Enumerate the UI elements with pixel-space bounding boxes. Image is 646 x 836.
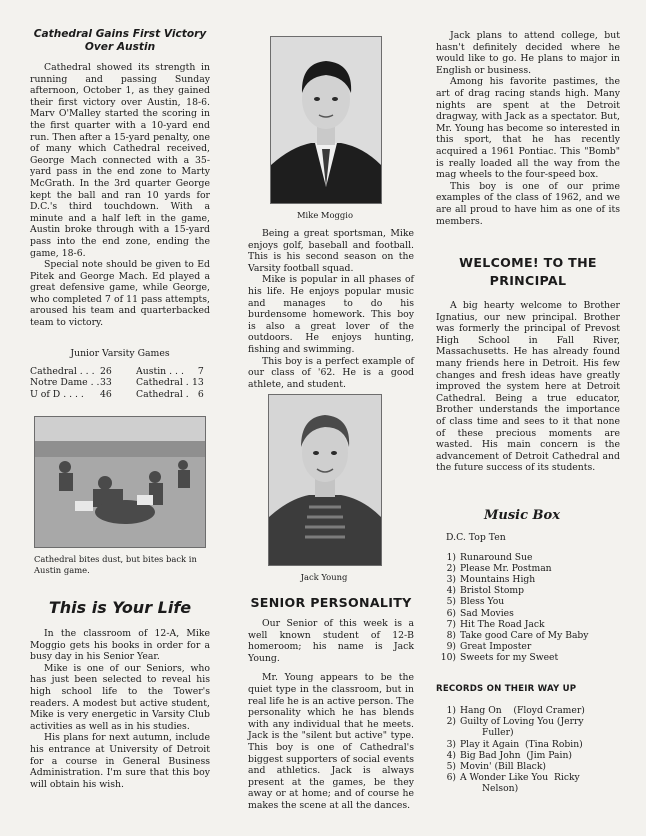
records-on-their-way-up: [436, 684, 620, 795]
mike-moggio-paragraph: This boy is a perfect example of our class of '62. He is a good athlete, and student.: [248, 355, 414, 390]
senior-personality-paragraph: Our Senior of this week is a well known student of 12-B homeroom; his name is Jack Young.: [248, 618, 414, 664]
score-cell: 46: [100, 388, 112, 400]
list-item: 2) Please Mr. Postman: [446, 562, 552, 574]
football-article-title-line1: Cathedral Gains First Victory: [33, 28, 207, 40]
jack-young-paragraph: This boy is one of our prime examples of the class of 1962, and we are all proud to have him as one of its members.: [436, 180, 620, 227]
list-item: 10) Sweets for my Sweet: [440, 652, 559, 664]
jack-young-caption: Jack Young: [300, 572, 348, 582]
mike-moggio-caption: Mike Moggio: [296, 210, 353, 220]
football-photo-caption: Cathedral bites dust, but bites back in Austin game.: [34, 554, 197, 575]
list-item: 3) Play it Again (Tina Robin): [446, 738, 583, 750]
this-is-your-life-paragraph: In the classroom of 12-A, Mike Moggio gets his books in order for a busy day in his Senior Year.: [30, 628, 210, 663]
jv-scores-table: [30, 366, 204, 401]
list-item: 5) Movin' (Bill Black): [446, 761, 546, 773]
list-item: 4) Big Bad John (Jim Pain): [446, 749, 572, 761]
table-row: [30, 377, 204, 389]
mike-moggio-paragraph: Mike is popular in all phases of his life. He enjoys popular music and manages to do his burdensome homework. This boy is also a great lover of the outdoors. He enjoys hunting, fishing and swimming.: [248, 274, 414, 355]
list-item: 3) Mountains High: [446, 574, 536, 585]
welcome-title-line1: WELCOME! TO THE: [459, 255, 597, 270]
jack-young-paragraph: Jack plans to attend college, but hasn't definitely decided where he would like to go. He plans to major in English or business.: [436, 30, 620, 76]
list-item: 9) Great Imposter: [446, 641, 532, 653]
top-ten-list: [436, 552, 620, 664]
jack-young-portrait: [268, 394, 382, 566]
list-item: 6) A Wonder Like You Ricky Nelson): [446, 772, 580, 795]
score-cell: 33: [100, 377, 112, 389]
table-row: [30, 366, 204, 378]
mike-moggio-paragraph: Being a great sportsman, Mike enjoys golf, baseball and football. This is his second season on the Varsity football squad.: [248, 228, 414, 274]
jv-games-title: Junior Varsity Games: [70, 348, 170, 359]
senior-personality-paragraph: Mr. Young appears to be the quiet type in the classroom, but in real life he is an active person. The personality which he has blends with any individual that he meets. Jack is the "silent but active" type. This boy is one of Cathedral's biggest supporters of social events and athletics. Jack is always present at the games, be they away or at home; and of course he makes the scene at all the dances.: [248, 672, 414, 811]
jack-young-article: [436, 30, 620, 227]
list-item: 1) Runaround Sue: [446, 551, 533, 563]
music-box-title: Music Box: [484, 508, 560, 523]
team-cell: Cathedral .: [136, 388, 189, 400]
team-cell: Cathedral .: [136, 377, 189, 389]
score-cell: 26: [100, 365, 112, 377]
jack-young-paragraph: Among his favorite pastimes, the art of drag racing stands high. Many nights are spent at the Detroit dragway, with Jack as a spectator. But, Mr. Young has become so interested in this sport, that he has recently acquired a 1961 Pontiac. This "Bomb" is really loaded all the way from the mag wheels to the four-speed box.: [436, 76, 620, 181]
football-article-title-line2: Over Austin: [84, 41, 156, 53]
this-is-your-life-title: This is Your Life: [48, 598, 192, 617]
football-article: [30, 28, 210, 329]
senior-personality-article: [248, 594, 414, 812]
list-item: 4) Bristol Stomp: [446, 585, 524, 597]
welcome-title-line2: PRINCIPAL: [489, 273, 567, 288]
football-article-paragraph: Special note should be given to Ed Pitek and George Mach. Ed played a great defensive game, while George, who completed 7 of 11 pass attempts, aroused his team and quarterbacked team to victory.: [30, 259, 210, 329]
this-is-your-life-paragraph: Mike is one of our Seniors, who has just been selected to reveal his high school life to the Tower's readers. A modest but active student, Mike is very energetic in Varsity Club activities as well as in his studies.: [30, 662, 210, 732]
senior-personality-title: SENIOR PERSONALITY: [250, 595, 412, 610]
list-item: 7) Hit The Road Jack: [446, 618, 545, 630]
list-item: 2) Guilty of Loving You (Jerry Fuller): [446, 716, 584, 739]
list-item: 1) Hang On (Floyd Cramer): [446, 705, 585, 716]
football-game-photo: [34, 416, 206, 548]
list-item: 8) Take good Care of My Baby: [446, 630, 589, 642]
team-cell: Austin . . .: [136, 365, 184, 377]
welcome-paragraph: A big hearty welcome to Brother Ignatius, our new principal. Brother was formerly the principal of Prevost High School in Fall River, Massachusetts. He has already found many friends here in Detroit. His few changes and fresh ideas have greatly improved the system here at Detroit Cathedral. Being a true educator, Brother understands the importance of class time and sees to it that none of these precious moments are wasted. His main concern is the advancement of Detroit Cathedral and the future success of its students.: [436, 300, 620, 474]
team-cell: U of D . . . .: [30, 388, 84, 400]
mike-moggio-article: [248, 228, 414, 390]
this-is-your-life-paragraph: His plans for next autumn, include his entrance at University of Detroit for a course in General Business Administration. I'm sure that this boy will obtain his wish.: [30, 732, 210, 790]
music-box-subtitle: D.C. Top Ten: [446, 532, 506, 543]
mike-moggio-portrait: [270, 36, 382, 204]
music-box: [436, 508, 620, 664]
team-cell: Notre Dame . .: [30, 377, 100, 389]
score-cell: 7: [197, 365, 204, 377]
list-item: 6) Sad Movies: [446, 607, 514, 619]
score-cell: 13: [192, 377, 204, 389]
this-is-your-life-article: [30, 598, 210, 790]
list-item: 5) Bless You: [446, 596, 505, 608]
team-cell: Cathedral . . .: [30, 365, 95, 377]
jv-games: [30, 348, 210, 400]
records-list: [436, 705, 620, 795]
football-article-paragraph: Cathedral showed its strength in running and passing Sunday afternoon, October 1, as they gained their first victory over Austin, 18-6. Marv O'Malley started the scoring in the first quarter with a 10-yard end run. Then after a 15-yard penalty, one of many which Cathedral received, George Mach connected with a 35-yard pass in the end zone to Marty McGrath. In the 3rd quarter George kept the ball and ran 10 yards for D.C.'s third touchdown. With a minute and a half left in the game, Austin broke through with a 15-yard pass into the end zone, ending the game, 18-6.: [30, 62, 210, 259]
table-row: [30, 389, 204, 401]
score-cell: 6: [197, 388, 204, 400]
welcome-principal-article: [436, 254, 620, 474]
records-title: RECORDS ON THEIR WAY UP: [436, 684, 577, 694]
